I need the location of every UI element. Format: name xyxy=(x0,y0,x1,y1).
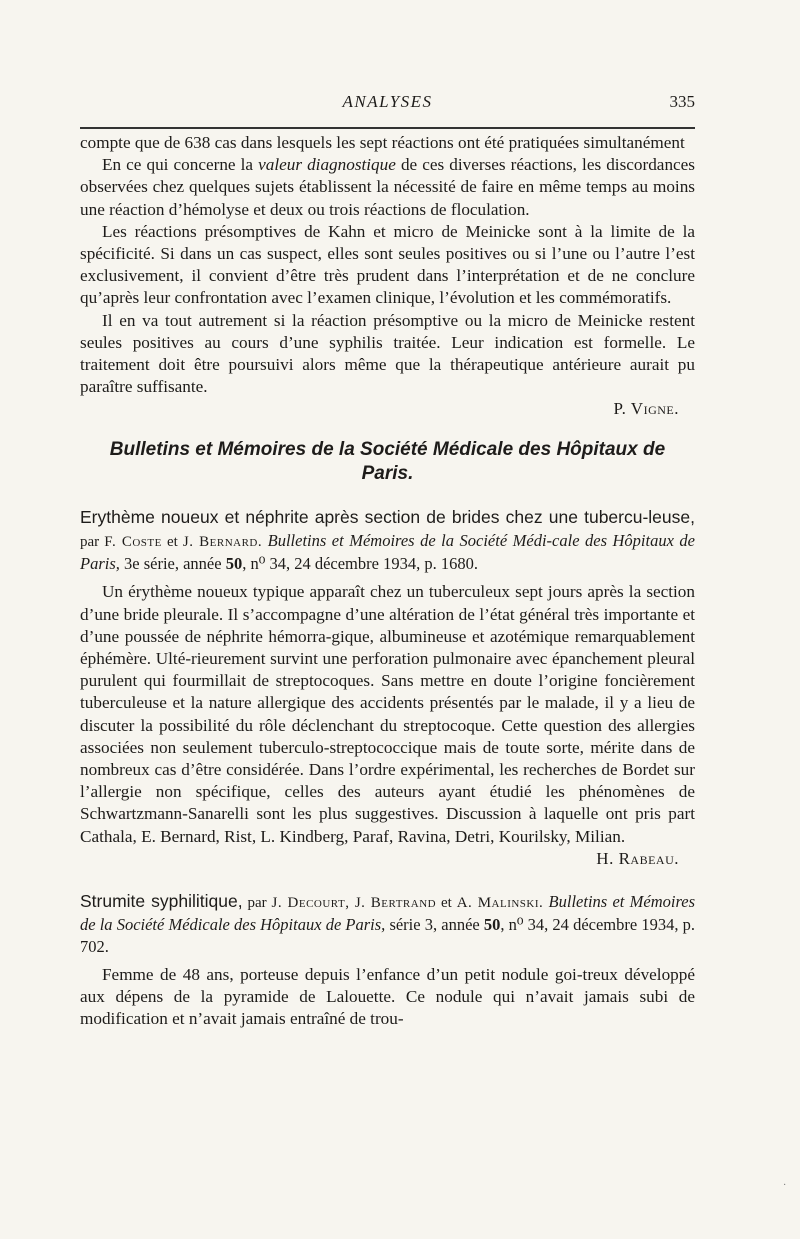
intro-paragraph-1: compte que de 638 cas dans lesquels les sept réactions ont été pratiquées simultanément xyxy=(80,133,685,152)
article-1-heading xyxy=(80,506,695,575)
article-1-title: Erythème noueux et néphrite après section de brides chez une tubercu-leuse, xyxy=(80,507,695,528)
margin-mark: · xyxy=(783,1180,787,1191)
article-2-authors: J. Decourt, J. Bertrand xyxy=(271,894,437,911)
article-2-year: 50 xyxy=(483,914,501,934)
article-2-and: et xyxy=(436,894,457,911)
article-1-by: par xyxy=(80,534,105,551)
article-1-author-2: J. Bernard. xyxy=(182,534,263,551)
intro-paragraph-3: Les réactions présomptives de Kahn et micro de Meinicke sont à la limite de la spécificité. Si dans un cas suspect, elles sont seules positives ou si l’une ou l’autre l’est exclusivement, il convient d’être très prudent dans l’interprétation et de ne conclure qu’après leur confrontation avec l’examen clinique, l’évolution et les commémoratifs. xyxy=(80,221,695,308)
article-2-by: par xyxy=(242,894,272,911)
article-2-title: Strumite syphilitique, xyxy=(80,890,243,911)
signature-rabeau xyxy=(80,848,695,870)
signature-text: P. Vigne. xyxy=(613,399,679,419)
article-1-year: 50 xyxy=(225,554,243,574)
article-2-ref-a: série 3, année xyxy=(385,914,484,934)
article-1-author-1: F. Coste xyxy=(104,534,162,551)
article-2-author-last: A. Malinski. xyxy=(456,894,544,911)
article-2-journal: Bulletins et Mémoires de la Société Médicale des Hôpitaux de Paris, xyxy=(80,891,696,934)
signature-vigne xyxy=(80,398,695,420)
section-title: Bulletins et Mémoires de la Société Médicale des Hôpitaux de Paris. xyxy=(109,439,666,485)
p2-emphasis: valeur diagnostique xyxy=(258,155,396,175)
running-header xyxy=(80,92,695,120)
article-2-text: Femme de 48 ans, porteuse depuis l’enfance d’un petit nodule goi-treux développé aux dépens de la pyramide de Lalouette. Ce nodule qui n’avait jamais subi de modification et n’avait jamais entraîné de trou- xyxy=(80,964,695,1029)
intro-paragraph-2 xyxy=(80,154,695,221)
article-1-ref-a: 3e série, année xyxy=(119,554,226,574)
article-2-ref-b: , n⁰ 34, 24 décembre 1934, p. 702. xyxy=(80,914,695,956)
article-1-journal: Bulletins et Mémoires de la Société Médi-cale des Hôpitaux de Paris, xyxy=(80,531,696,574)
article-2-heading xyxy=(80,890,695,958)
article-1-ref-b: , n⁰ 34, 24 décembre 1934, p. 1680. xyxy=(242,554,478,574)
p2-end: de ces diverses réactions, les discordances observées chez quelques sujets établissent la nécessité de faire en même temps au moins une réaction d’hémolyse et deux ou trois réactions de floculation. xyxy=(80,155,695,219)
header-rule xyxy=(80,127,695,129)
intro-paragraph-4: Il en va tout autrement si la réaction présomptive ou la micro de Meinicke restent seules positives au cours d’une syphilis traitée. Leur indication est formelle. Le traitement doit être poursuivi alors même que la thérapeutique antérieure aurait pu paraître suffisante. xyxy=(80,310,695,397)
article-1-and: et xyxy=(161,534,183,551)
signature-text: H. Rabeau. xyxy=(596,848,679,868)
article-1-text: Un érythème noueux typique apparaît chez un tuberculeux sept jours après la section d’une bride pleurale. Il s’accompagne d’une altération de l’état général très importante et d’une poussée de néphrite hémorra-gique, albumineuse et azotémique remarquablement éphémère. Ulté-rieurement survint une perforation pulmonaire avec épanchement pleural purulent qui fourmillait de streptocoques. Sans mettre en doute l’origine foncièrement tuberculeuse et la nature allergique des accidents présentés par le malade, il y a lieu de discuter la possibilité du rôle déclenchant du streptocoque. Cette question des allergies associées non seulement tuberculo-streptococcique mais de toute sorte, mérite dans de nombreux cas d’être considérée. Dans l’ordre expérimental, les recherches de Bordet sur l’allergie non spécifique, celles des auteurs ayant étudié les phénomènes de Schwartzmann-Sanarelli sont les plus suggestives. Discussion à laquelle ont pris part Cathala, E. Bernard, Rist, L. Kindberg, Paraf, Ravina, Detri, Kourilsky, Milian. xyxy=(80,582,695,846)
p2-start: En ce qui concerne la xyxy=(102,155,259,175)
header-title: ANALYSES xyxy=(342,92,433,111)
page-number: 335 xyxy=(669,92,695,111)
page-body xyxy=(80,132,695,1030)
